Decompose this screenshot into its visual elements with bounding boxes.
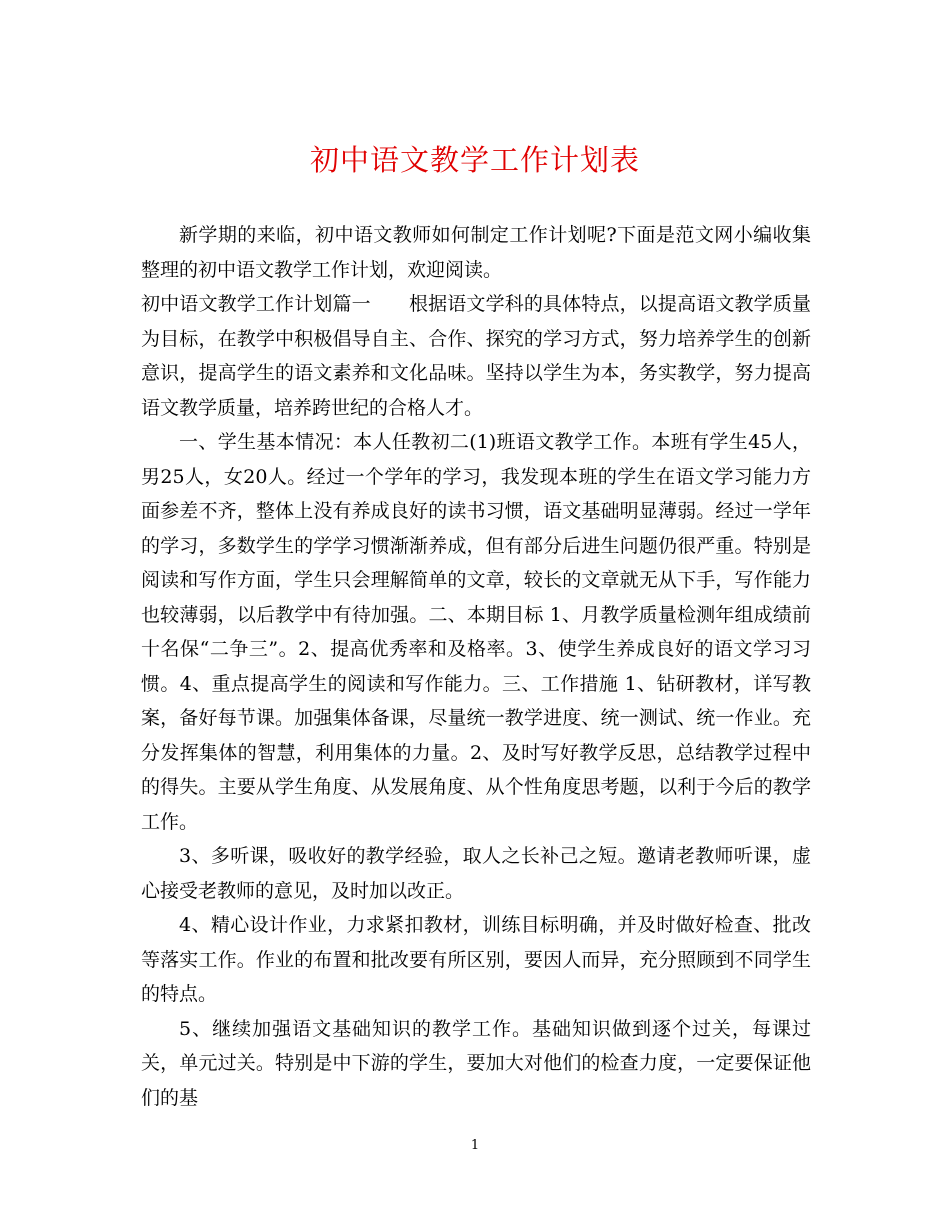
section-paragraph [141, 287, 811, 425]
document-body [141, 218, 811, 1115]
document-title: 初中语文教学工作计划表 [309, 143, 640, 177]
paragraph-1: 一、学生基本情况：本人任教初二(1)班语文教学工作。本班有学生45人，男25人，女20人。经过一个学年的学习，我发现本班的学生在语文学习能力方面参差不齐，整体上没有养成良好的读书习惯，语文基础明显薄弱。经过一学年的学习，多数学生的学学习惯渐渐养成，但有部分后进生问题仍很严重。特别是阅读和写作方面，学生只会理解简单的文章，较长的文章就无从下手，写作能力也较薄弱，以后教学中有待加强。二、本期目标 1、月教学质量检测年组成绩前十名保“二争三”。2、提高优秀率和及格率。3、使学生养成良好的语文学习习惯。4、重点提高学生的阅读和写作能力。三、工作措施 1、钻研教材，详写教案，备好每节课。加强集体备课，尽量统一教学进度、统一测试、统一作业。充分发挥集体的智慧，利用集体的力量。2、及时写好教学反思，总结教学过程中的得失。主要从学生角度、从发展角度、从个性角度思考题，以利于今后的教学工作。 [141, 431, 811, 833]
page-number: 1 [470, 1138, 480, 1153]
paragraph-4: 5、继续加强语文基础知识的教学工作。基础知识做到逐个过关，每课过关，单元过关。特别是中下游的学生，要加大对他们的检查力度，一定要保证他们的基 [141, 1017, 811, 1109]
paragraph-2: 3、多听课，吸收好的教学经验，取人之长补己之短。邀请老教师听课，虚心接受老教师的意见，及时加以改正。 [141, 845, 811, 902]
section-intro: 根据语文学科的具体特点，以提高语文教学质量为目标，在教学中积极倡导自主、合作、探究的学习方式，努力培养学生的创新意识，提高学生的语文素养和文化品味。坚持以学生为本，务实教学，努力提高语文教学质量，培养跨世纪的合格人才。 [141, 293, 811, 419]
intro-paragraph: 新学期的来临，初中语文教师如何制定工作计划呢?下面是范文网小编收集整理的初中语文教学工作计划，欢迎阅读。 [141, 224, 811, 281]
section-heading: 初中语文教学工作计划篇一 [141, 293, 371, 315]
paragraph-3: 4、精心设计作业，力求紧扣教材，训练目标明确，并及时做好检查、批改等落实工作。作业的布置和批改要有所区别，要因人而异，充分照顾到不同学生的特点。 [141, 914, 811, 1005]
